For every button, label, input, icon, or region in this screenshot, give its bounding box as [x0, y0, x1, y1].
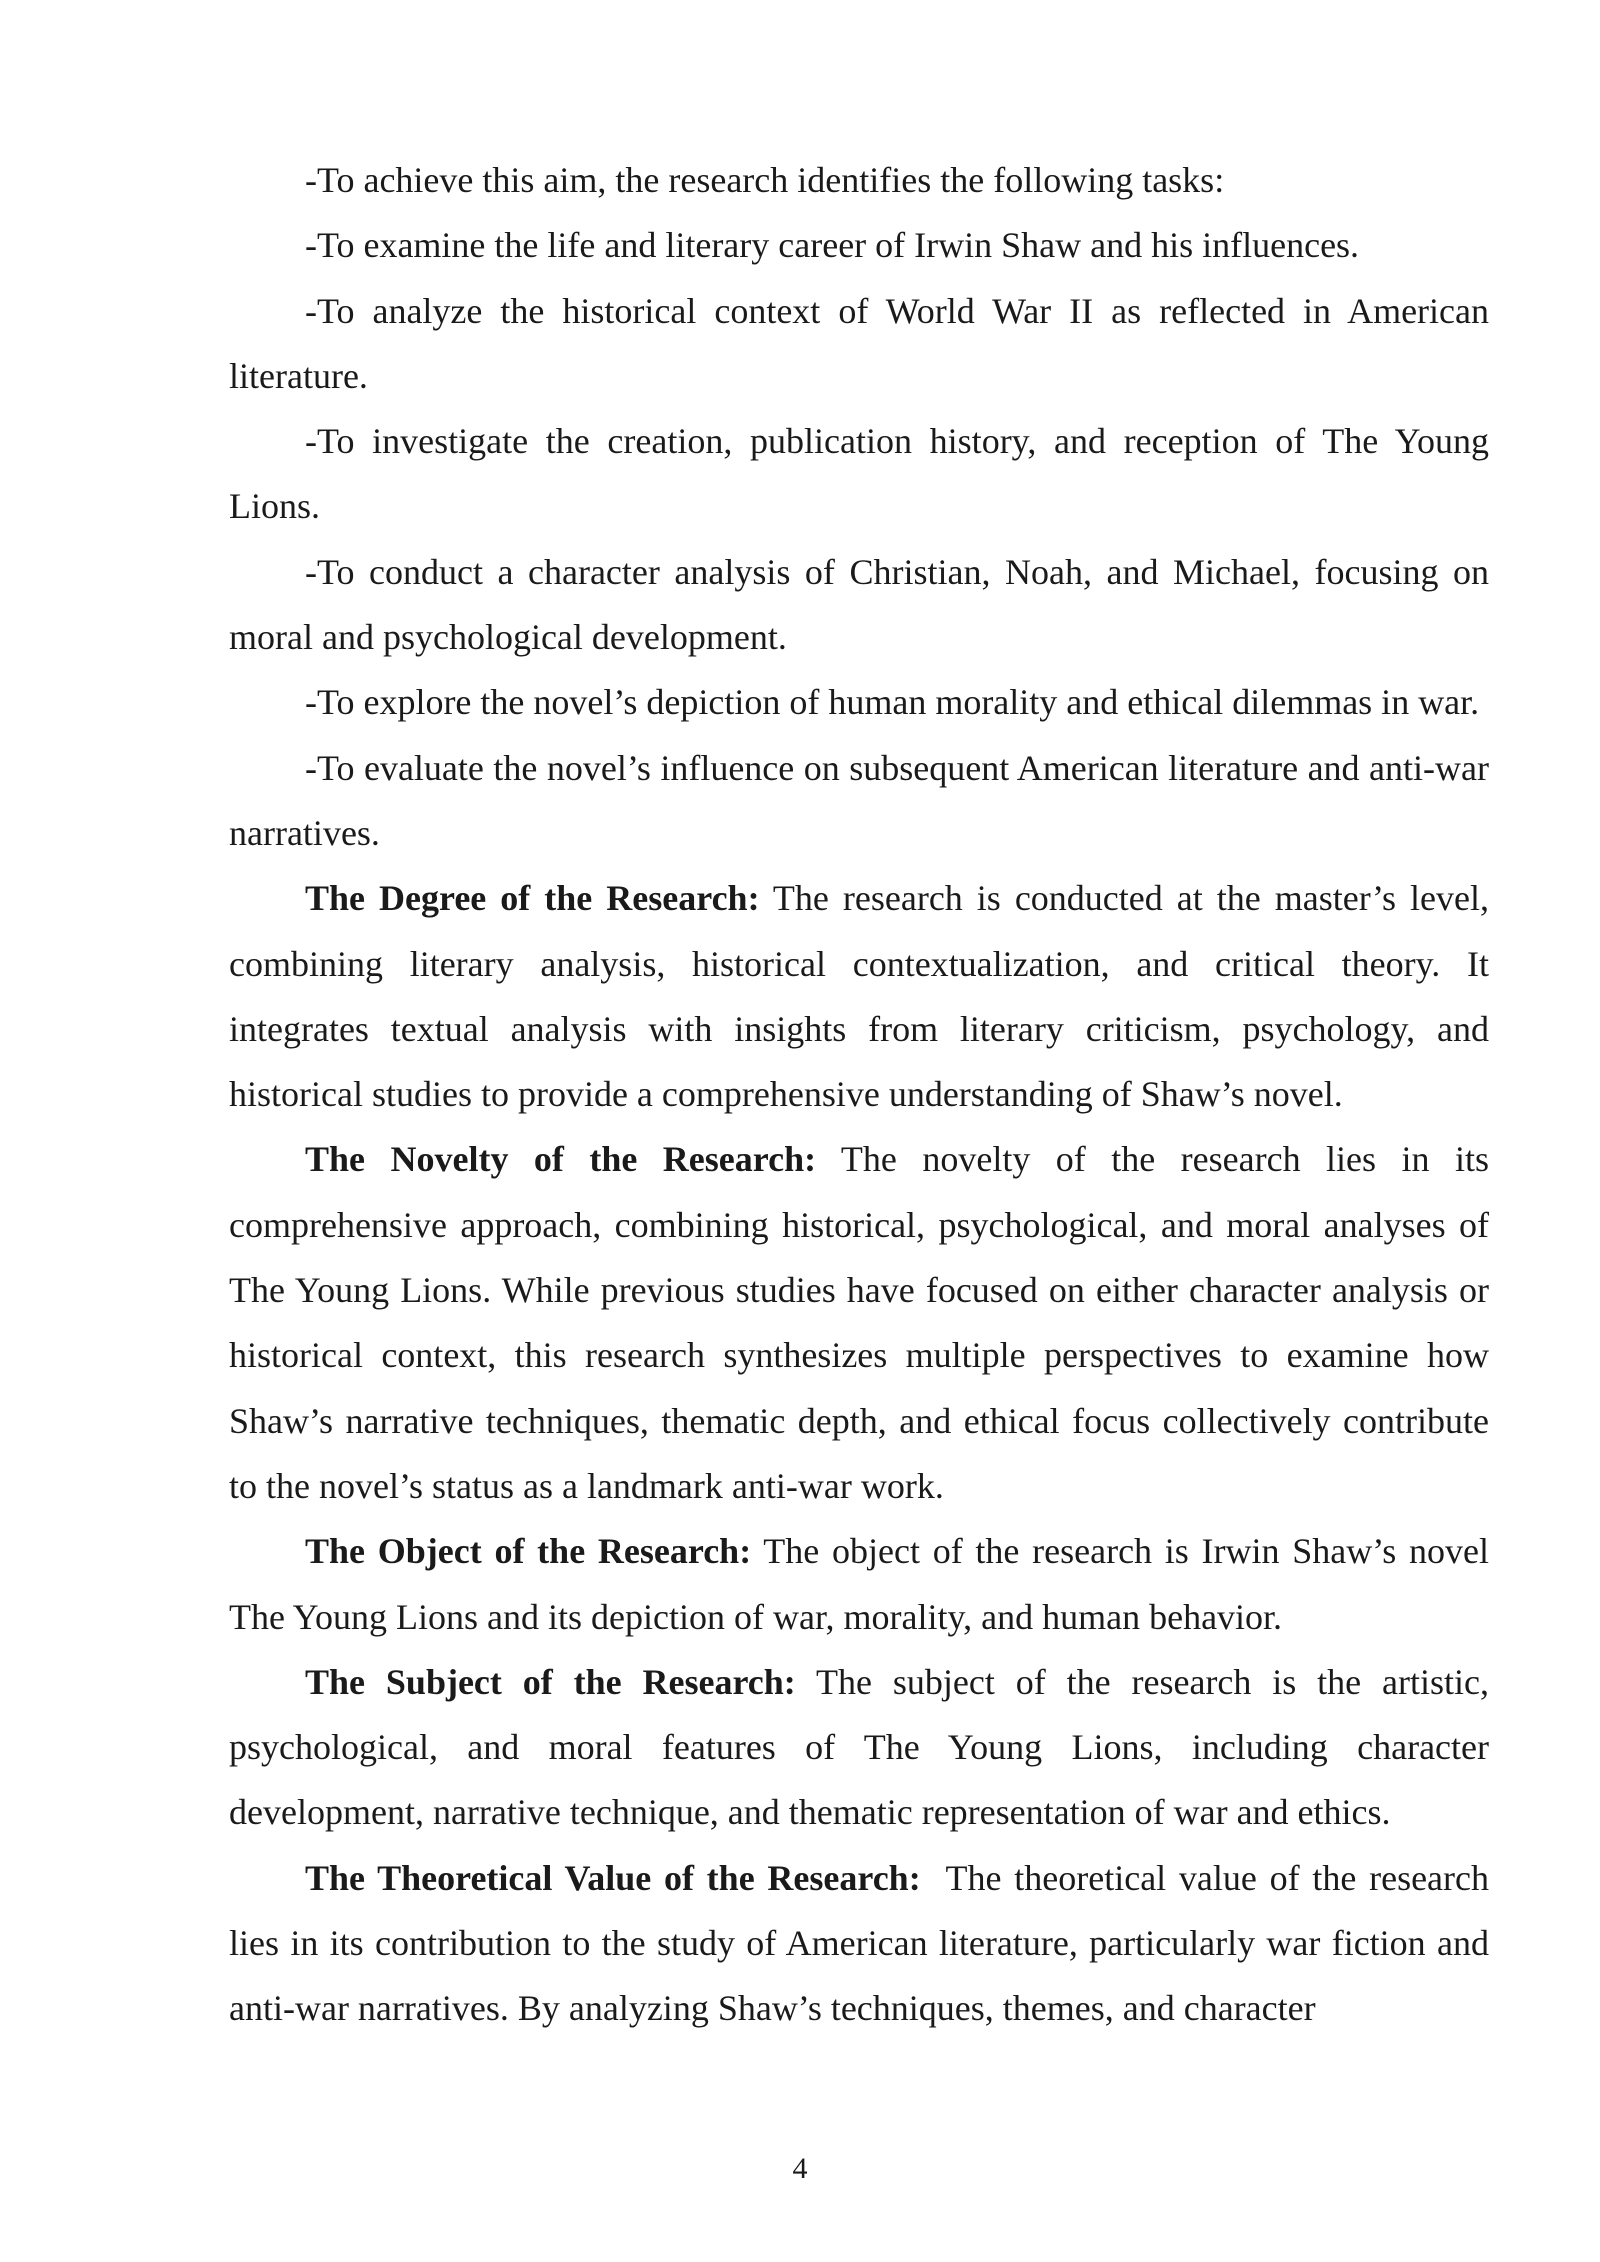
section-heading: The Degree of the Research:	[305, 878, 760, 919]
task-item: -To analyze the historical context of World War II as reflected in American literature.	[229, 290, 1489, 396]
page-number: 4	[792, 2152, 808, 2185]
section-novelty	[229, 1127, 1489, 1519]
section-text: The theoretical value of the research lies in its contribution to the study of American literature, particularly war fiction and anti-war narratives. By analyzing Shaw’s techniques, themes, and character	[229, 1857, 1499, 2029]
section-heading: The Novelty of the Research:	[305, 1139, 817, 1180]
section-heading: The Theoretical Value of the Research:	[305, 1857, 921, 1898]
task-item: -To investigate the creation, publication history, and reception of The Young Lions.	[229, 421, 1489, 527]
section-text: The novelty of the research lies in its comprehensive approach, combining historical, psychological, and moral analyses of The Young Lions. While previous studies have focused on either character analysis or historical context, this research synthesizes multiple perspectives to examine how Shaw’s narrative techniques, thematic depth, and ethical focus collectively contribute to the novel’s status as a landmark anti-war work.	[229, 1139, 1489, 1506]
section-text: The object of the research is Irwin Shaw’s novel The Young Lions and its depiction of war, morality, and human behavior.	[229, 1531, 1489, 1637]
page-body	[229, 148, 1499, 2042]
section-text: The research is conducted at the master’s level, combining literary analysis, historical contextualization, and critical theory. It integrates textual analysis with insights from literary criticism, psychology, and historical studies to provide a comprehensive understanding of Shaw’s novel.	[229, 878, 1490, 1115]
section-subject	[229, 1650, 1489, 1846]
task-intro: -To achieve this aim, the research identifies the following tasks:	[305, 160, 1225, 200]
task-item: -To conduct a character analysis of Christian, Noah, and Michael, focusing on moral and psychological development.	[229, 551, 1489, 658]
task-item: -To evaluate the novel’s influence on subsequent American literature and anti-war narratives.	[229, 747, 1489, 853]
section-heading: The Subject of the Research:	[305, 1661, 796, 1702]
section-theoretical-value	[229, 1846, 1499, 2042]
section-text: The subject of the research is the artistic, psychological, and moral features of The Young Lions, including character development, narrative technique, and thematic representation of war and ethics.	[229, 1661, 1489, 1833]
section-object	[229, 1519, 1489, 1650]
task-item: -To explore the novel’s depiction of human morality and ethical dilemmas in war.	[305, 682, 1480, 723]
section-heading: The Object of the Research:	[305, 1531, 752, 1572]
task-item: -To examine the life and literary career of Irwin Shaw and his influences.	[305, 225, 1360, 266]
section-degree	[229, 866, 1489, 1127]
